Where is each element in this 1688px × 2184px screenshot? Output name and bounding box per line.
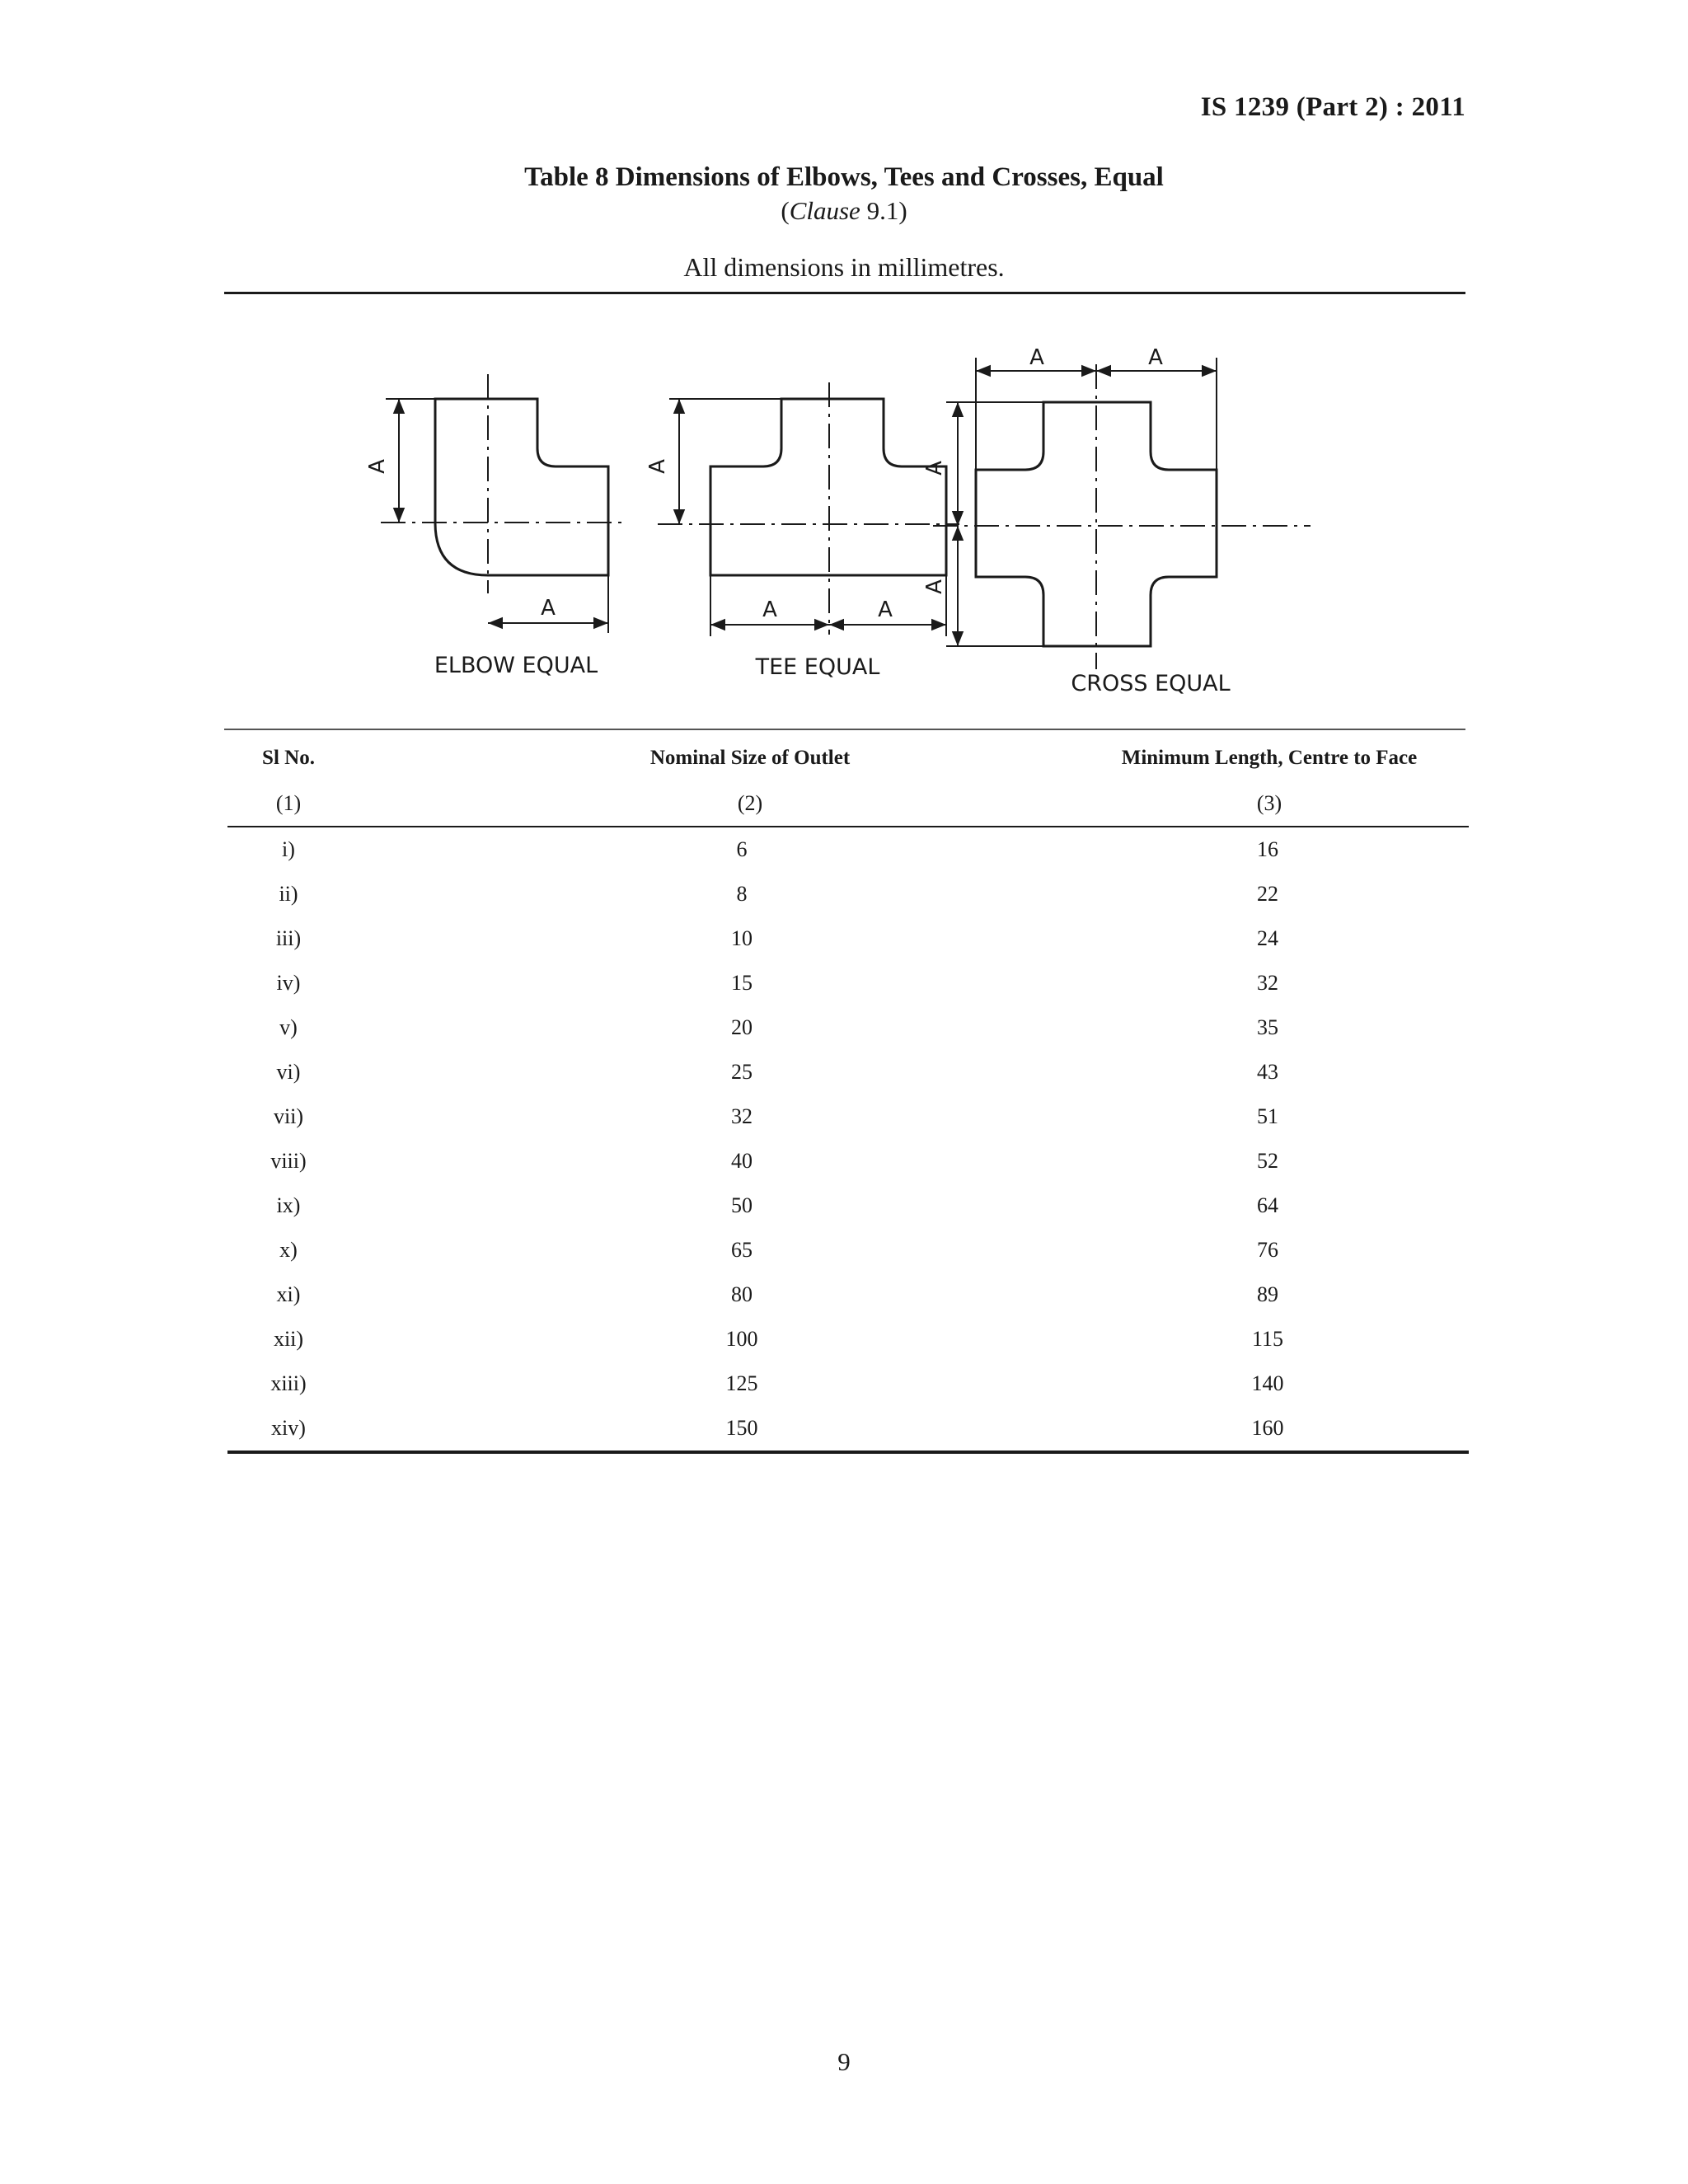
column-number-3: (3)	[1256, 791, 1282, 815]
table-row	[0, 1412, 1688, 1445]
cell-sl-no: iii)	[275, 926, 302, 950]
cell-sl-no: xii)	[273, 1327, 304, 1351]
cell-sl-no: vii)	[273, 1104, 304, 1128]
cross-lower-dimension-label: A	[922, 579, 947, 594]
table-row	[0, 1367, 1688, 1400]
cell-minimum-length: 43	[1257, 1060, 1278, 1084]
cell-nominal-size: 8	[736, 882, 748, 906]
cell-sl-no: ix)	[276, 1193, 301, 1217]
cross-right-dimension-label: A	[1148, 346, 1163, 370]
document-code: IS 1239 (Part 2) : 2011	[1200, 92, 1465, 122]
tee-left-dimension-label: A	[762, 598, 777, 622]
page-number: 9	[837, 2047, 851, 2076]
column-header-sl-no: Sl No.	[262, 747, 315, 769]
cell-sl-no: iv)	[276, 971, 301, 995]
cell-sl-no: vi)	[276, 1060, 301, 1084]
cell-sl-no: x)	[279, 1238, 298, 1262]
elbow-horizontal-dimension-label: A	[541, 596, 556, 621]
table-row	[0, 833, 1688, 866]
cell-nominal-size: 40	[731, 1149, 753, 1173]
elbow-caption: ELBOW EQUAL	[434, 653, 598, 678]
top-rule	[224, 292, 1465, 294]
table-row	[0, 1278, 1688, 1311]
cell-nominal-size: 50	[731, 1193, 753, 1217]
table-row	[0, 922, 1688, 955]
figure-table-divider	[224, 729, 1465, 730]
column-number-1: (1)	[275, 791, 302, 815]
units-note: All dimensions in millimetres.	[683, 252, 1005, 282]
cell-nominal-size: 150	[725, 1416, 758, 1440]
table-row	[0, 1189, 1688, 1222]
cell-minimum-length: 16	[1257, 837, 1278, 861]
column-header-minimum-length: Minimum Length, Centre to Face	[1121, 747, 1418, 769]
cell-sl-no: v)	[279, 1015, 298, 1039]
cell-nominal-size: 15	[731, 971, 753, 995]
cell-nominal-size: 10	[731, 926, 753, 950]
bottom-rule	[227, 1451, 1469, 1454]
clause-open: (	[781, 196, 790, 225]
table-row	[0, 1011, 1688, 1044]
cell-minimum-length: 140	[1251, 1371, 1284, 1395]
table-row	[0, 1056, 1688, 1089]
cell-minimum-length: 51	[1257, 1104, 1278, 1128]
cell-minimum-length: 35	[1257, 1015, 1278, 1039]
cross-upper-dimension-label: A	[922, 461, 947, 476]
cell-minimum-length: 24	[1257, 926, 1278, 950]
cell-minimum-length: 52	[1257, 1149, 1278, 1173]
cell-minimum-length: 160	[1251, 1416, 1284, 1440]
cell-sl-no: xi)	[276, 1282, 301, 1306]
cell-nominal-size: 25	[731, 1060, 753, 1084]
cell-sl-no: xiii)	[270, 1371, 307, 1395]
cross-drawing	[933, 358, 1311, 669]
elbow-vertical-dimension-label: A	[365, 459, 390, 474]
cell-minimum-length: 32	[1257, 971, 1278, 995]
table-row	[0, 878, 1688, 911]
table-title: Table 8 Dimensions of Elbows, Tees and Crosses, Equal	[524, 162, 1164, 192]
cross-caption: CROSS EQUAL	[1071, 671, 1231, 696]
cell-nominal-size: 20	[731, 1015, 753, 1039]
tee-drawing	[658, 382, 959, 636]
elbow-drawing	[381, 374, 625, 633]
fittings-figure	[363, 346, 1335, 709]
cell-nominal-size: 80	[731, 1282, 753, 1306]
tee-right-dimension-label: A	[878, 598, 893, 622]
clause-word: Clause	[789, 196, 860, 225]
cell-nominal-size: 100	[725, 1327, 758, 1351]
table-row	[0, 1100, 1688, 1133]
table-row	[0, 967, 1688, 1000]
header-rule	[227, 826, 1469, 827]
cell-sl-no: ii)	[279, 882, 298, 906]
cell-sl-no: viii)	[270, 1149, 307, 1173]
table-row	[0, 1234, 1688, 1267]
column-header-nominal-size: Nominal Size of Outlet	[649, 747, 851, 769]
cell-nominal-size: 65	[731, 1238, 753, 1262]
cell-minimum-length: 76	[1257, 1238, 1278, 1262]
clause-ref: 9.1)	[860, 196, 907, 225]
cell-minimum-length: 22	[1257, 882, 1278, 906]
table-row	[0, 1323, 1688, 1356]
column-number-2: (2)	[737, 791, 763, 815]
cell-minimum-length: 89	[1257, 1282, 1278, 1306]
tee-caption: TEE EQUAL	[755, 654, 880, 680]
cell-nominal-size: 6	[736, 837, 748, 861]
cell-nominal-size: 32	[731, 1104, 753, 1128]
table-row	[0, 1145, 1688, 1178]
cell-nominal-size: 125	[725, 1371, 758, 1395]
fittings-drawing	[363, 346, 1335, 709]
cell-minimum-length: 64	[1257, 1193, 1278, 1217]
table-clause	[0, 196, 1688, 226]
cell-sl-no: i)	[282, 837, 295, 861]
cell-minimum-length: 115	[1251, 1327, 1284, 1351]
tee-vertical-dimension-label: A	[645, 459, 670, 474]
cross-left-dimension-label: A	[1029, 346, 1044, 370]
cell-sl-no: xiv)	[271, 1416, 306, 1440]
